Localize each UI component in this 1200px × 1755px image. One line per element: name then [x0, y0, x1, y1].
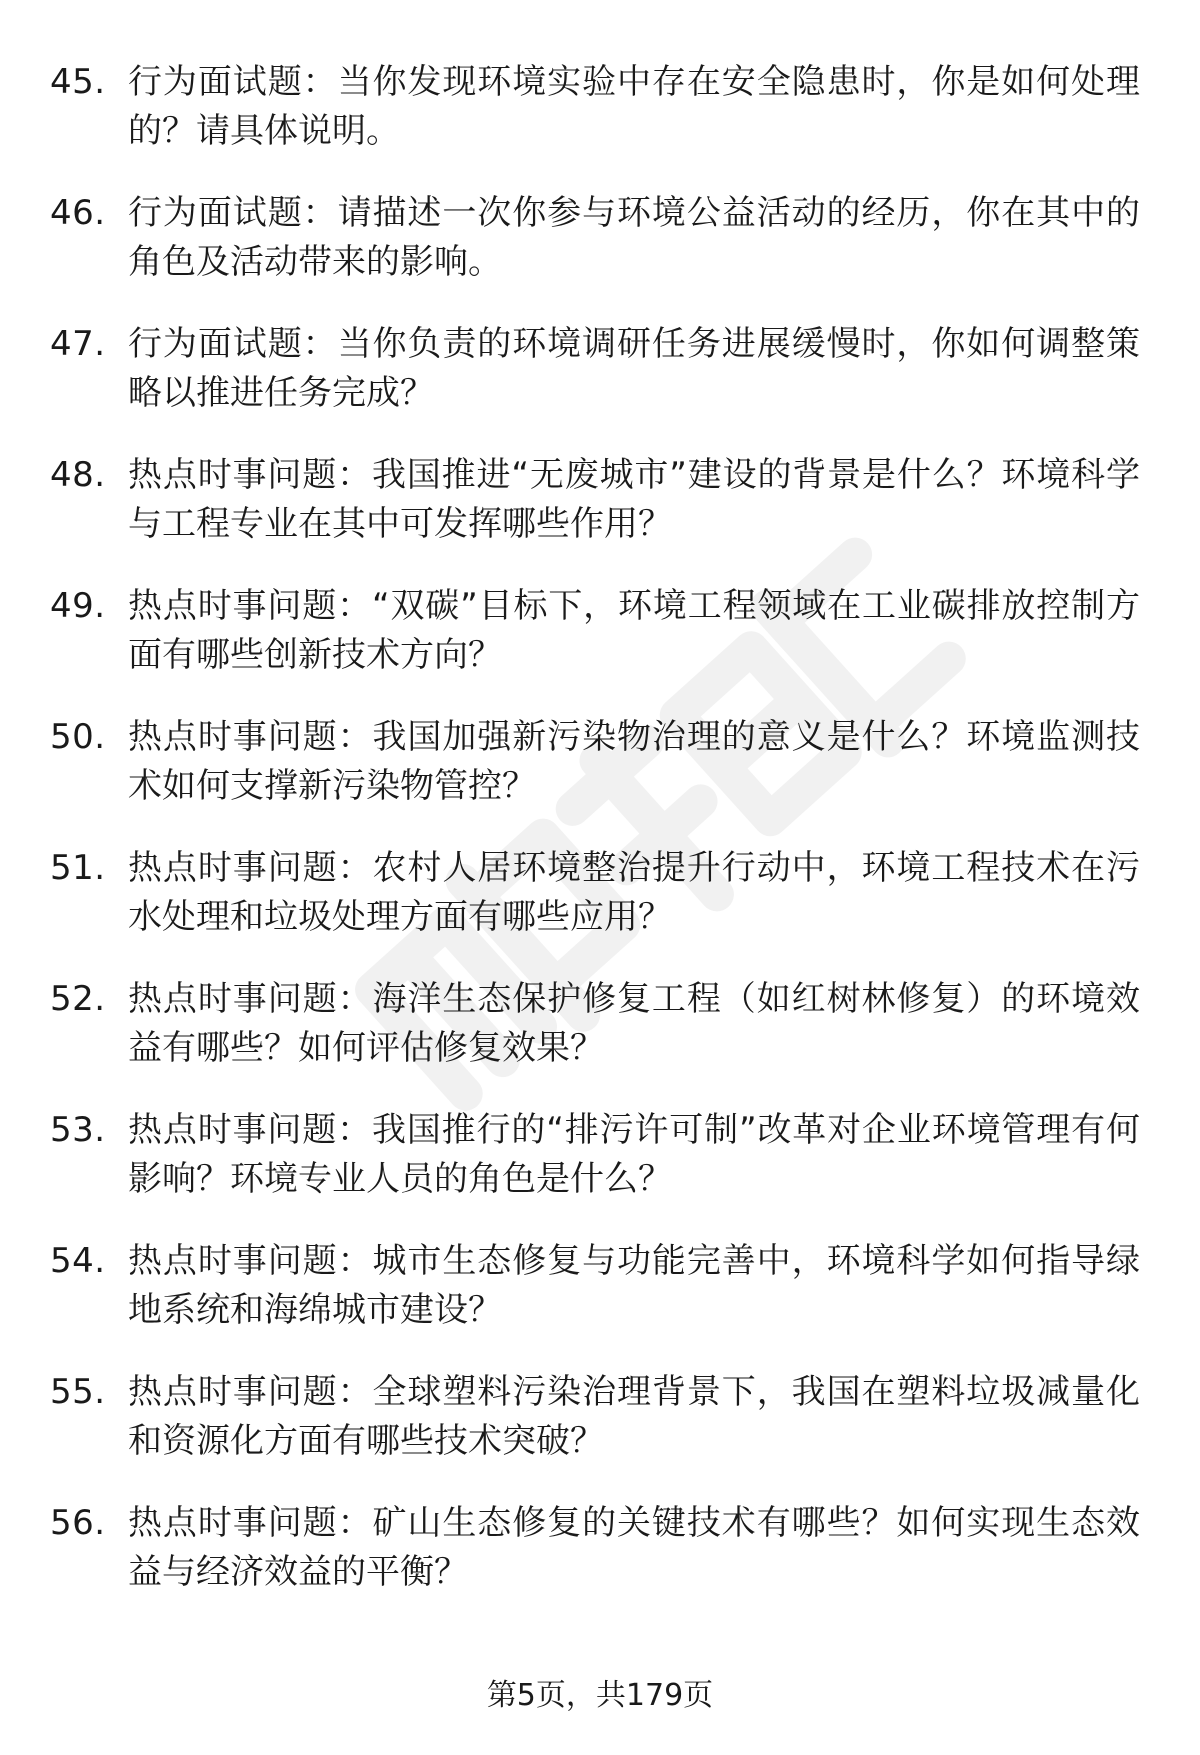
question-number: 47.: [50, 324, 106, 364]
question-text: 热点时事问题：“双碳”目标下，环境工程领域在工业碳排放控制方面有哪些创新技术方向？: [128, 586, 1140, 675]
question-number: 53.: [50, 1110, 106, 1150]
question-text: 热点时事问题：矿山生态修复的关键技术有哪些？如何实现生态效益与经济效益的平衡？: [128, 1503, 1140, 1592]
question-item: [50, 1106, 1140, 1237]
question-item: [50, 58, 1140, 189]
question-item: [50, 1368, 1140, 1499]
question-item: [50, 189, 1140, 320]
question-number: 51.: [50, 848, 106, 888]
question-item: [50, 1499, 1140, 1630]
question-number: 46.: [50, 193, 106, 233]
question-text: 热点时事问题：海洋生态保护修复工程（如红树林修复）的环境效益有哪些？如何评估修复效果？: [128, 979, 1140, 1068]
page-footer: [0, 1676, 1200, 1716]
question-text: 行为面试题：当你负责的环境调研任务进展缓慢时，你如何调整策略以推进任务完成？: [128, 324, 1140, 413]
question-text: 行为面试题：请描述一次你参与环境公益活动的经历，你在其中的角色及活动带来的影响。: [128, 193, 1140, 282]
question-number: 49.: [50, 586, 106, 626]
question-number: 56.: [50, 1503, 106, 1543]
question-item: [50, 1237, 1140, 1368]
question-text: 热点时事问题：我国推进“无废城市”建设的背景是什么？环境科学与工程专业在其中可发挥哪些作用？: [128, 455, 1140, 544]
question-number: 54.: [50, 1241, 106, 1281]
question-text: 行为面试题：当你发现环境实验中存在安全隐患时，你是如何处理的？请具体说明。: [128, 62, 1140, 151]
question-item: [50, 582, 1140, 713]
question-item: [50, 713, 1140, 844]
question-list: [50, 58, 1140, 1630]
question-item: [50, 844, 1140, 975]
question-item: [50, 320, 1140, 451]
question-number: 55.: [50, 1372, 106, 1412]
question-text: 热点时事问题：我国加强新污染物治理的意义是什么？环境监测技术如何支撑新污染物管控？: [128, 717, 1140, 806]
question-number: 48.: [50, 455, 106, 495]
question-text: 热点时事问题：农村人居环境整治提升行动中，环境工程技术在污水处理和垃圾处理方面有哪些应用？: [128, 848, 1140, 937]
question-number: 50.: [50, 717, 106, 757]
question-item: [50, 975, 1140, 1106]
question-number: 52.: [50, 979, 106, 1019]
question-text: 热点时事问题：城市生态修复与功能完善中，环境科学如何指导绿地系统和海绵城市建设？: [128, 1241, 1140, 1330]
page-number-label: 第5页，共179页: [486, 1678, 714, 1713]
question-text: 热点时事问题：我国推行的“排污许可制”改革对企业环境管理有何影响？环境专业人员的角色是什么？: [128, 1110, 1140, 1199]
question-number: 45.: [50, 62, 106, 102]
question-item: [50, 451, 1140, 582]
question-text: 热点时事问题：全球塑料污染治理背景下，我国在塑料垃圾减量化和资源化方面有哪些技术突破？: [128, 1372, 1140, 1461]
